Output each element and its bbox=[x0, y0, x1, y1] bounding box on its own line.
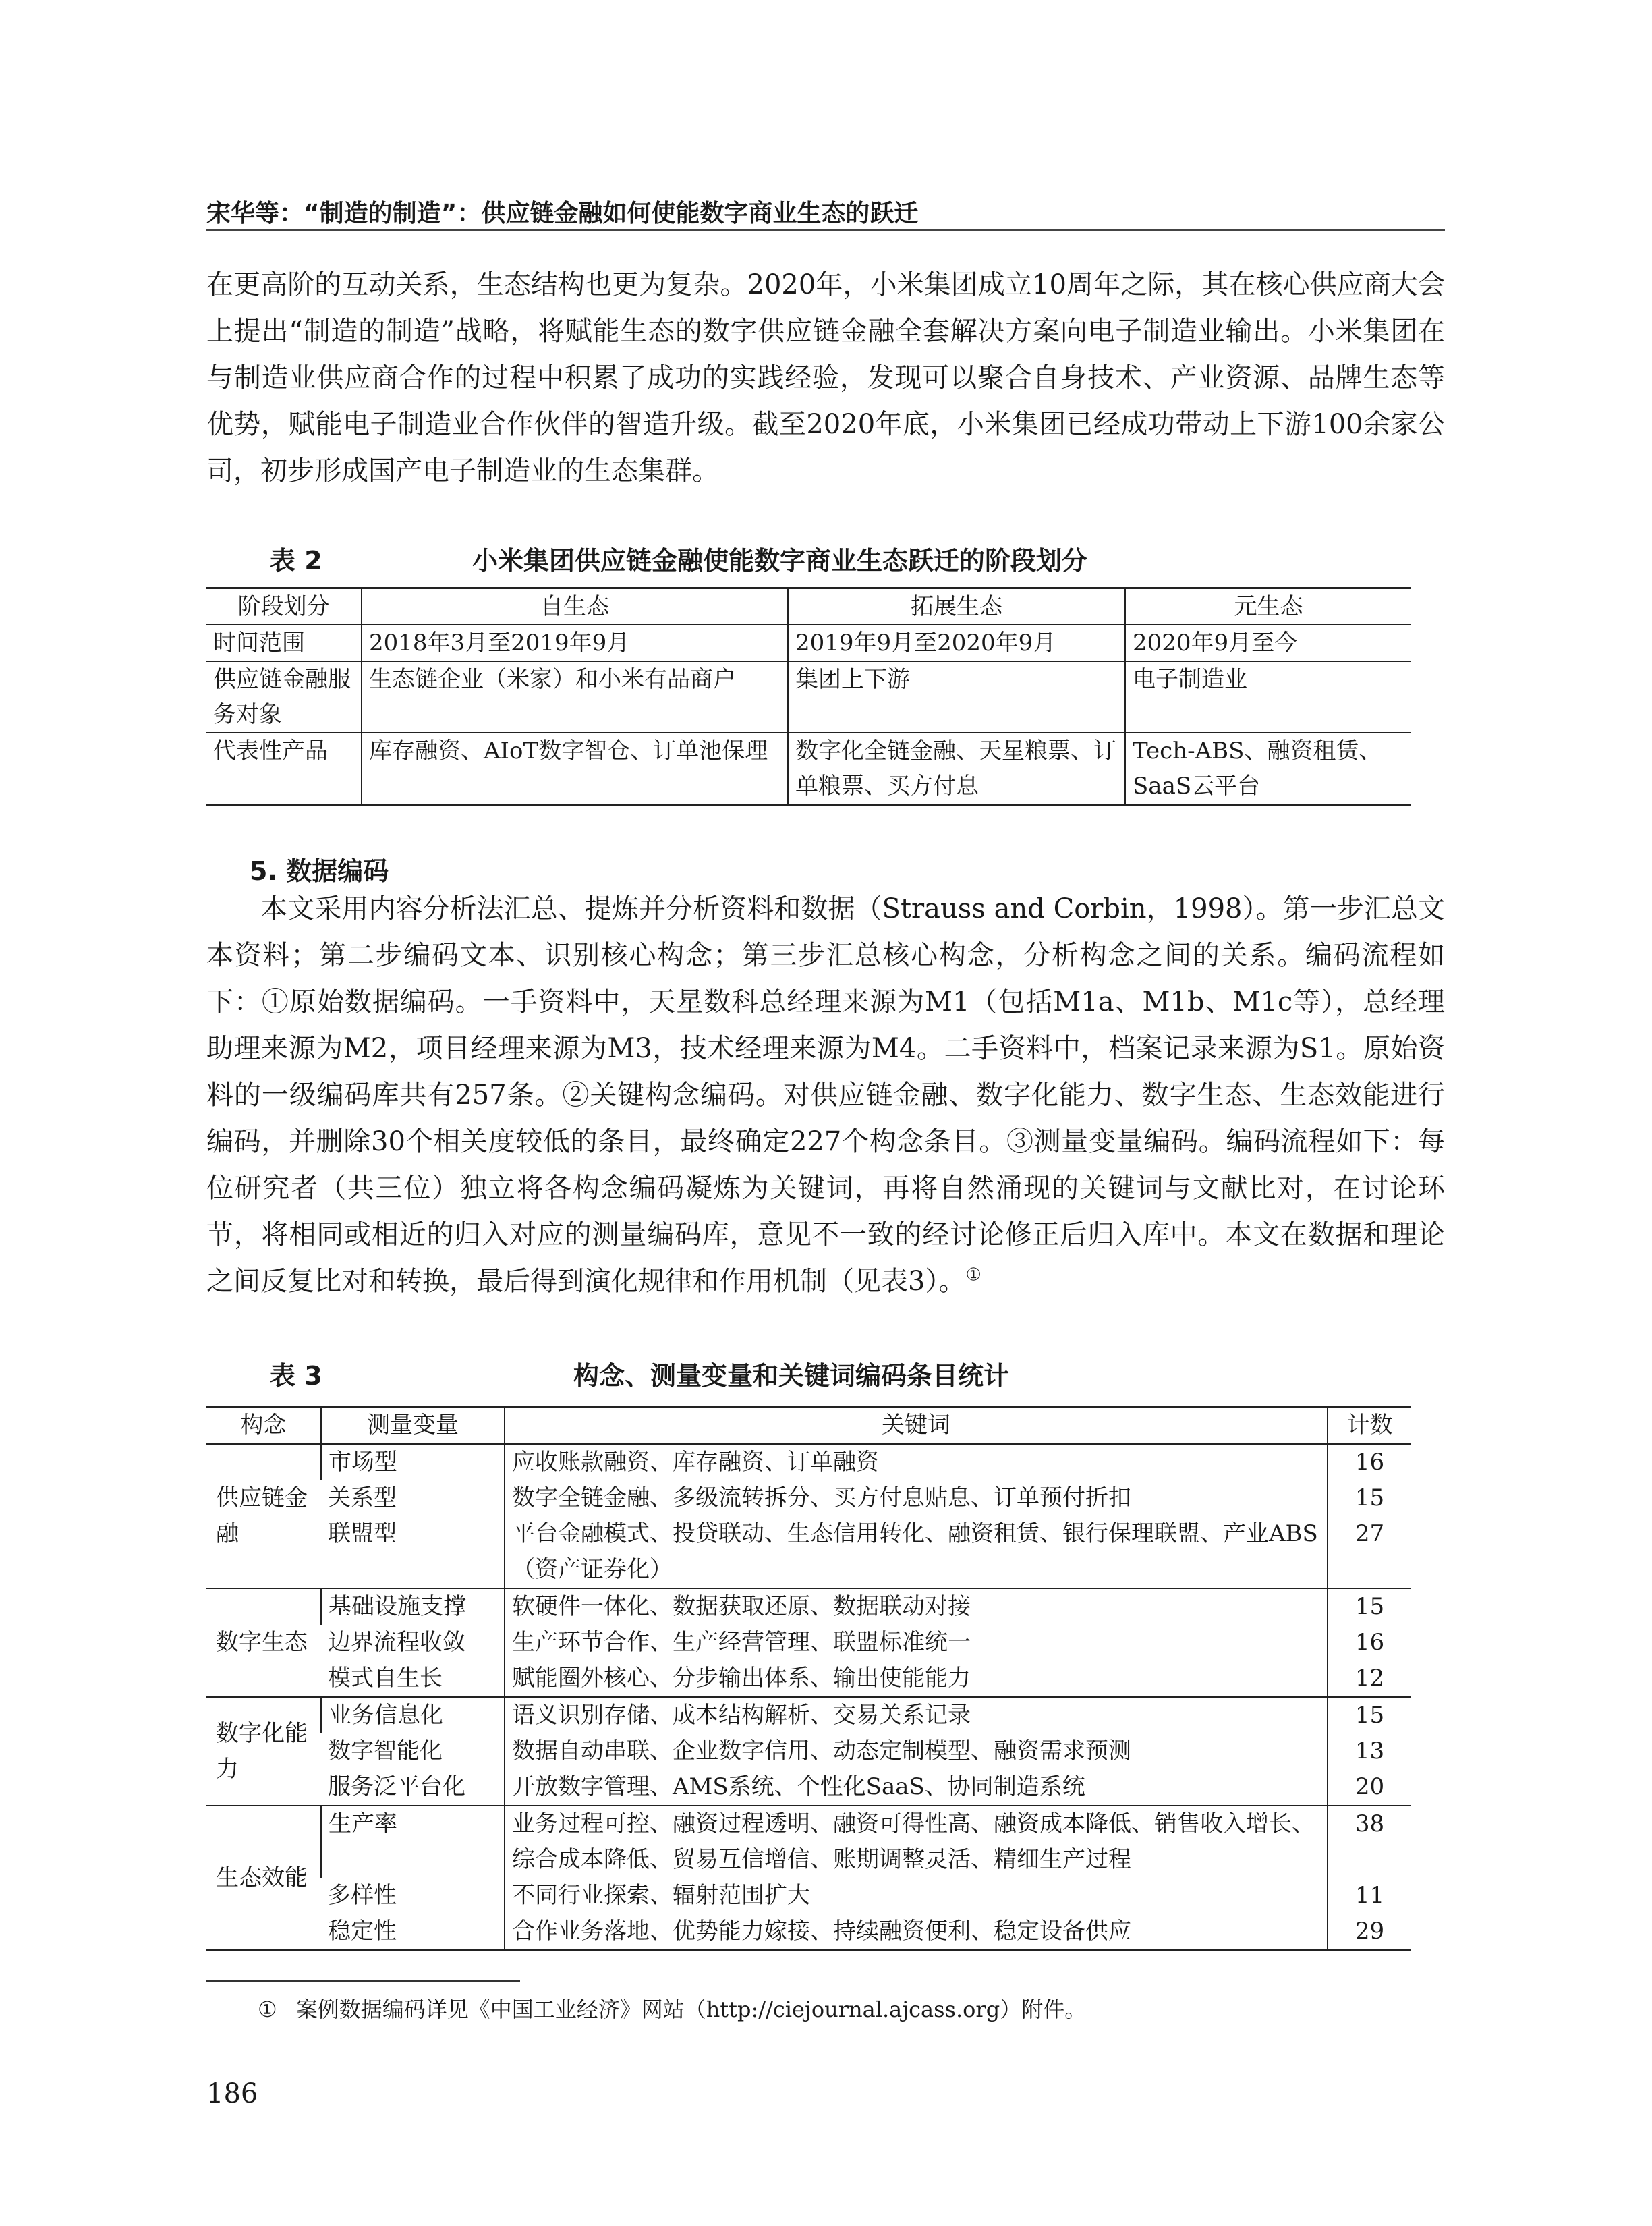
footnote-reference[interactable]: ① bbox=[965, 1264, 981, 1285]
count-cell: 13 bbox=[1328, 1733, 1411, 1769]
table-row bbox=[206, 1769, 1411, 1806]
paragraph-2: 本文采用内容分析法汇总、提炼并分析资料和数据（Strauss and Corbin，1998）。第一步汇总文本资料；第二步编码文本、识别核心构念；第三步汇总核心构念，分析构念之间的关系。编码流程如下：①原始数据编码。一手资料中，天星数科总经理来源为M1（包括M1a、M1b、M1c等），总经理助理来源为M2，项目经理来源为M3，技术经理来源为M4。二手资料中，档案记录来源为S1。原始资料的一级编码库共有257条。②关键构念编码。对供应链金融、数字化能力、数字生态、生态效能进行编码，并删除30个相关度较低的条目，最终确定227个构念条目。③测量变量编码。编码流程如下：每位研究者（共三位）独立将各构念编码凝炼为关键词，再将自然涌现的关键词与文献比对，在讨论环节，将相同或相近的归入对应的测量编码库，意见不一致的经讨论修正后归入库中。本文在数据和理论之间反复比对和转换，最后得到演化规律和作用机制（见表3）。① bbox=[206, 893, 1445, 1297]
table2-cell: 集团上下游 bbox=[788, 661, 1125, 733]
variable-cell: 关系型 bbox=[328, 1484, 397, 1511]
table2-cell: 供应链金融服务对象 bbox=[206, 661, 362, 733]
table-row bbox=[206, 1480, 1411, 1516]
table3-label: 表 3 bbox=[270, 1361, 322, 1391]
variable-cell: 联盟型 bbox=[321, 1516, 505, 1588]
table-row bbox=[206, 1806, 1411, 1878]
table2-cell: 库存融资、AIoT数字智仓、订单池保理 bbox=[362, 733, 788, 805]
table-row bbox=[206, 1878, 1411, 1914]
table-row bbox=[206, 1625, 1411, 1661]
variable-cell: 多样性 bbox=[328, 1882, 397, 1909]
keyword-cell: 数字全链金融、多级流转拆分、买方付息贴息、订单预付折扣 bbox=[505, 1480, 1328, 1516]
table2-cell: 电子制造业 bbox=[1125, 661, 1411, 733]
table-row bbox=[206, 625, 1411, 661]
keyword-cell: 数据自动串联、企业数字信用、动态定制模型、融资需求预测 bbox=[505, 1733, 1328, 1769]
keyword-cell: 平台金融模式、投贷联动、生态信用转化、融资租赁、银行保理联盟、产业ABS（资产证券化） bbox=[505, 1516, 1328, 1588]
variable-cell: 数字智能化 bbox=[328, 1737, 443, 1764]
keyword-cell: 合作业务落地、优势能力嫁接、持续融资便利、稳定设备供应 bbox=[505, 1914, 1328, 1951]
header-divider bbox=[206, 229, 1445, 231]
count-cell: 27 bbox=[1328, 1516, 1411, 1588]
table2-cell: 代表性产品 bbox=[206, 733, 362, 805]
table3-header: 计数 bbox=[1328, 1407, 1411, 1445]
footnote-marker: ① bbox=[258, 1997, 277, 2022]
construct-cell: 生态效能 bbox=[216, 1864, 308, 1891]
table-row bbox=[206, 733, 1411, 805]
keyword-cell: 开放数字管理、AMS系统、个性化SaaS、协同制造系统 bbox=[505, 1769, 1328, 1806]
table-row bbox=[206, 1444, 1411, 1480]
table2-cell: 2019年9月至2020年9月 bbox=[788, 625, 1125, 661]
count-cell: 16 bbox=[1328, 1625, 1411, 1661]
construct-cell: 数字生态 bbox=[206, 1588, 321, 1697]
variable-cell: 基础设施支撑 bbox=[321, 1588, 505, 1625]
table2-header: 阶段划分 bbox=[206, 588, 362, 625]
variable-cell: 生产率 bbox=[321, 1806, 505, 1878]
variable-cell: 业务信息化 bbox=[321, 1697, 505, 1733]
running-header: 宋华等：“制造的制造”：供应链金融如何使能数字商业生态的跃迁 bbox=[206, 200, 919, 227]
table-row bbox=[206, 1914, 1411, 1951]
footnote-divider bbox=[206, 1980, 520, 1982]
count-cell: 15 bbox=[1328, 1480, 1411, 1516]
table2-header: 拓展生态 bbox=[788, 588, 1125, 625]
table2-cell: 时间范围 bbox=[206, 625, 362, 661]
variable-cell: 边界流程收敛 bbox=[328, 1629, 465, 1656]
keyword-cell: 语义识别存储、成本结构解析、交易关系记录 bbox=[505, 1697, 1328, 1733]
count-cell: 15 bbox=[1328, 1588, 1411, 1625]
table2-header: 元生态 bbox=[1125, 588, 1411, 625]
table3-header: 构念 bbox=[206, 1407, 321, 1445]
table-row bbox=[206, 1588, 1411, 1625]
keyword-cell: 赋能圈外核心、分步输出体系、输出使能能力 bbox=[505, 1661, 1328, 1697]
paragraph-1: 在更高阶的互动关系，生态结构也更为复杂。2020年，小米集团成立10周年之际，其在核心供应商大会上提出“制造的制造”战略，将赋能生态的数字供应链金融全套解决方案向电子制造业输出。小米集团在与制造业供应商合作的过程中积累了成功的实践经验，发现可以聚合自身技术、产业资源、品牌生态等优势，赋能电子制造业合作伙伴的智造升级。截至2020年底，小米集团已经成功带动上下游100余家公司，初步形成国产电子制造业的生态集群。 bbox=[206, 269, 1445, 486]
keyword-cell: 应收账款融资、库存融资、订单融资 bbox=[505, 1444, 1328, 1480]
count-cell: 16 bbox=[1328, 1444, 1411, 1480]
table-row bbox=[206, 1661, 1411, 1697]
keyword-cell: 生产环节合作、生产经营管理、联盟标准统一 bbox=[505, 1625, 1328, 1661]
table2-cell: 生态链企业（米家）和小米有品商户 bbox=[362, 661, 788, 733]
keyword-cell: 不同行业探索、辐射范围扩大 bbox=[505, 1878, 1328, 1914]
table3 bbox=[206, 1406, 1411, 1951]
count-cell: 12 bbox=[1328, 1661, 1411, 1697]
table2 bbox=[206, 587, 1411, 806]
variable-cell: 稳定性 bbox=[328, 1918, 397, 1945]
table2-header-row bbox=[206, 588, 1411, 625]
count-cell: 38 bbox=[1328, 1806, 1411, 1878]
construct-cell: 数字化能力 bbox=[206, 1697, 321, 1806]
table2-cell: 2018年3月至2019年9月 bbox=[362, 625, 788, 661]
table2-header: 自生态 bbox=[362, 588, 788, 625]
footnote-text: 案例数据编码详见《中国工业经济》网站（http://ciejournal.ajcass.org）附件。 bbox=[295, 1997, 1087, 2022]
table3-header: 测量变量 bbox=[321, 1407, 505, 1445]
section-heading: 5. 数据编码 bbox=[250, 856, 389, 886]
table3-header-row bbox=[206, 1407, 1411, 1445]
variable-cell: 市场型 bbox=[321, 1444, 505, 1480]
table-row bbox=[206, 1516, 1411, 1588]
table2-cell: 数字化全链金融、天星粮票、订单粮票、买方付息 bbox=[788, 733, 1125, 805]
footnote bbox=[258, 1993, 1086, 2024]
table2-cell: 2020年9月至今 bbox=[1125, 625, 1411, 661]
keyword-cell: 业务过程可控、融资过程透明、融资可得性高、融资成本降低、销售收入增长、综合成本降低、贸易互信增信、账期调整灵活、精细生产过程 bbox=[505, 1806, 1328, 1878]
table-row bbox=[206, 1733, 1411, 1769]
table2-cell: Tech-ABS、融资租赁、SaaS云平台 bbox=[1125, 733, 1411, 805]
count-cell: 11 bbox=[1328, 1878, 1411, 1914]
table-row bbox=[206, 1697, 1411, 1733]
count-cell: 15 bbox=[1328, 1697, 1411, 1733]
keyword-cell: 软硬件一体化、数据获取还原、数据联动对接 bbox=[505, 1588, 1328, 1625]
count-cell: 29 bbox=[1328, 1914, 1411, 1951]
table2-title: 小米集团供应链金融使能数字商业生态跃迁的阶段划分 bbox=[472, 546, 1088, 576]
variable-cell: 服务泛平台化 bbox=[321, 1769, 505, 1806]
page-number: 186 bbox=[206, 2078, 258, 2109]
table-row bbox=[206, 661, 1411, 733]
table3-header: 关键词 bbox=[505, 1407, 1328, 1445]
variable-cell: 模式自生长 bbox=[321, 1661, 505, 1697]
count-cell: 20 bbox=[1328, 1769, 1411, 1806]
table2-label: 表 2 bbox=[270, 546, 322, 576]
table3-title: 构念、测量变量和关键词编码条目统计 bbox=[573, 1361, 1010, 1391]
construct-cell: 供应链金融 bbox=[206, 1444, 321, 1588]
